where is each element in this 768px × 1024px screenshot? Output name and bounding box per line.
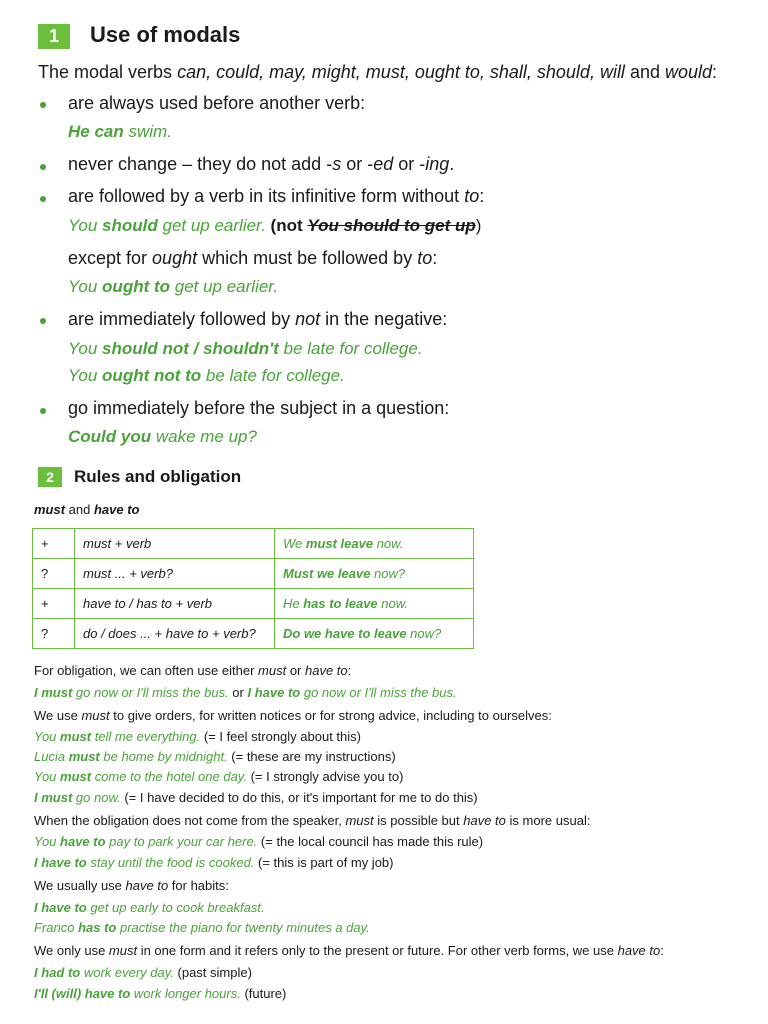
form-cell: must + verb (75, 529, 275, 559)
text: for habits: (168, 878, 229, 893)
text: to give orders, for written notices or for strong advice, including to ourselves: (109, 708, 552, 723)
bullet-3-except (68, 248, 437, 269)
text-must: must (81, 708, 110, 723)
example-note: (= the local council has made this rule) (257, 834, 484, 849)
example-bold: have to (60, 834, 106, 849)
example-bold: must (68, 749, 100, 764)
example-bold: should not / shouldn't (102, 339, 279, 358)
example-bold: Could you (68, 427, 152, 446)
example-rest: go now. (72, 790, 121, 805)
example-pre: Franco (34, 920, 79, 935)
example-bold: I have to (34, 855, 87, 870)
bullet-5-example (68, 427, 257, 447)
rule-line (34, 708, 552, 723)
intro-text (38, 62, 717, 83)
text: is more usual: (505, 813, 591, 828)
example-note: (= these are my instructions) (227, 749, 396, 764)
except-to: to (417, 248, 433, 268)
example-bold: should (102, 216, 158, 235)
example-cell (275, 529, 474, 559)
table-row (33, 559, 474, 589)
modal-forms-table (32, 528, 474, 649)
rule-line (34, 943, 664, 958)
example-rest: swim. (123, 122, 172, 141)
example-bold: has to leave (303, 596, 378, 611)
example-bold: has to (78, 920, 117, 935)
except-mid: which must be followed by (197, 248, 418, 268)
sign-cell: ? (33, 559, 75, 589)
example-or: or (228, 685, 248, 700)
example-cell (275, 589, 474, 619)
text: We only use (34, 943, 109, 958)
text: When the obligation does not come from the speaker, (34, 813, 346, 828)
example-line (34, 965, 252, 980)
example-note: (past simple) (173, 965, 252, 980)
example-rest: be late for college. (278, 339, 423, 358)
example-bold: I must (34, 685, 73, 700)
example-line (34, 749, 396, 764)
not-open: (not (265, 216, 308, 235)
example-rest: now? (406, 626, 442, 641)
struck-example: You should to get up (307, 216, 476, 235)
text-have: have to (617, 943, 661, 958)
text: : (347, 663, 352, 678)
not-close: ) (475, 216, 482, 235)
except-pre: except for (68, 248, 153, 268)
text-must: must (345, 813, 374, 828)
example-line (34, 790, 478, 805)
text: : (660, 943, 664, 958)
bullet-3-example-2 (68, 277, 278, 297)
example-rest: get up earlier. (170, 277, 279, 296)
example-rest: be late for college. (201, 366, 345, 385)
example-rest: pay to park your car here. (105, 834, 258, 849)
example-bold: I have to (34, 900, 87, 915)
except-ought: ought (152, 248, 198, 268)
bullet-marker (40, 196, 46, 202)
example-pre: You (68, 366, 103, 385)
text: or (286, 663, 305, 678)
example-bold: I have to (247, 685, 301, 700)
example-rest: now? (370, 566, 406, 581)
example-bold: I had to (34, 965, 81, 980)
section-number-badge: 2 (38, 467, 62, 487)
example-note: (= I strongly advise you to) (246, 769, 404, 784)
b2-ing: ing (425, 154, 450, 174)
b3-colon: : (479, 186, 485, 206)
text-must: must (108, 943, 138, 958)
sub-must: must (34, 502, 66, 517)
example-bold: ought to (102, 277, 171, 296)
example-cell (275, 559, 474, 589)
example-rest: come to the hotel one day. (91, 769, 247, 784)
b2-s: s (332, 154, 342, 174)
text-have: have to (305, 663, 348, 678)
section-title: Rules and obligation (74, 467, 242, 486)
table-row (33, 589, 474, 619)
example-pre: He (283, 596, 304, 611)
form-cell: must ... + verb? (75, 559, 275, 589)
example-rest: work longer hours. (130, 986, 241, 1001)
b4-post: in the negative: (320, 309, 448, 329)
example-bold: must (60, 729, 92, 744)
intro-verbs: can, could, may, might, must, ought to, shall, should, will (177, 62, 625, 82)
example-line (34, 769, 403, 784)
bullet-4-text (68, 309, 447, 330)
intro-colon: : (712, 62, 718, 82)
text: For obligation, we can often use either (34, 663, 259, 678)
bullet-4-example-2 (68, 366, 345, 386)
b2-or2: or - (393, 154, 426, 174)
example-line (34, 986, 286, 1001)
b3-pre: are followed by a verb in its infinitive form without (68, 186, 465, 206)
example-rest: get up early to cook breakfast. (86, 900, 265, 915)
example-bold: I must (34, 790, 73, 805)
sub-and: and (65, 502, 94, 517)
rule-line (34, 813, 590, 828)
example-rest: go now or I'll miss the bus. (72, 685, 229, 700)
example-pre: Lucia (34, 749, 69, 764)
bullet-marker (40, 102, 46, 108)
text-have: have to (463, 813, 506, 828)
b2-pre: never change – they do not add - (68, 154, 333, 174)
bullet-2-text (68, 154, 454, 175)
example-pre: We (283, 536, 306, 551)
example-bold: must leave (305, 536, 374, 551)
example-line (34, 855, 393, 870)
example-bold: must (60, 769, 92, 784)
example-rest: get up earlier. (157, 216, 266, 235)
intro-and: and (624, 62, 665, 82)
example-rest: be home by midnight. (99, 749, 228, 764)
form-cell: have to / has to + verb (75, 589, 275, 619)
example-rest: stay until the food is cooked. (86, 855, 255, 870)
rule-line-1 (34, 663, 351, 678)
b4-not: not (295, 309, 321, 329)
example-bold: ought not to (102, 366, 202, 385)
example-bold: I'll (will) have to (34, 986, 131, 1001)
table-row (33, 529, 474, 559)
intro-last: would (664, 62, 713, 82)
example-rest: tell me everything. (91, 729, 201, 744)
subheading (34, 502, 140, 517)
sign-cell: ? (33, 619, 75, 649)
text: in one form and it refers only to the present or future. For other verb forms, we use (137, 943, 618, 958)
example-rest: work every day. (80, 965, 174, 980)
example-rest: now. (377, 596, 409, 611)
b2-ed: ed (373, 154, 394, 174)
text-have: have to (125, 878, 169, 893)
section-number-badge: 1 (38, 24, 70, 49)
example-note: (future) (240, 986, 287, 1001)
text-must: must (258, 663, 287, 678)
b4-pre: are immediately followed by (68, 309, 296, 329)
except-colon: : (432, 248, 438, 268)
example-bold: Do we have to leave (283, 626, 407, 641)
example-line (34, 920, 370, 935)
example-pre: You (68, 277, 103, 296)
table-row (33, 619, 474, 649)
section-title: Use of modals (90, 22, 241, 47)
bullet-5-text: go immediately before the subject in a question: (68, 398, 450, 418)
bullet-1-text: are always used before another verb: (68, 93, 366, 113)
text: We use (34, 708, 82, 723)
rule-line (34, 878, 229, 893)
example-rest: now. (373, 536, 404, 551)
example-pre: You (34, 769, 61, 784)
sign-cell: + (33, 529, 75, 559)
b3-to: to (464, 186, 480, 206)
example-pre: You (68, 216, 103, 235)
example-pre: You (34, 834, 61, 849)
example-pre: You (34, 729, 61, 744)
bullet-marker (40, 408, 46, 414)
text: We usually use (34, 878, 126, 893)
form-cell: do / does ... + have to + verb? (75, 619, 275, 649)
sub-have: have to (93, 502, 140, 517)
bullet-4-example-1 (68, 339, 423, 359)
example-cell (275, 619, 474, 649)
text: is possible but (373, 813, 464, 828)
example-line (34, 900, 265, 915)
bullet-3-text (68, 186, 484, 207)
sign-cell: + (33, 589, 75, 619)
bullet-marker (40, 318, 46, 324)
example-note: (= I have decided to do this, or it's important for me to do this) (120, 790, 478, 805)
example-pre: You (68, 339, 103, 358)
intro-pre: The modal verbs (38, 62, 178, 82)
example-line (34, 729, 361, 744)
example-line (34, 834, 483, 849)
example-line (34, 685, 457, 700)
b2-or1: or - (341, 154, 374, 174)
bullet-1-example (68, 122, 172, 142)
example-note: (= I feel strongly about this) (200, 729, 361, 744)
bullet-3-example (68, 216, 481, 236)
example-rest: practise the piano for twenty minutes a day. (116, 920, 370, 935)
example-bold: Must we leave (283, 566, 371, 581)
bullet-marker (40, 164, 46, 170)
example-note: (= this is part of my job) (254, 855, 394, 870)
example-bold: He can (68, 122, 124, 141)
example-rest: wake me up? (151, 427, 257, 446)
example-rest: go now or I'll miss the bus. (300, 685, 457, 700)
b2-end: . (449, 154, 455, 174)
